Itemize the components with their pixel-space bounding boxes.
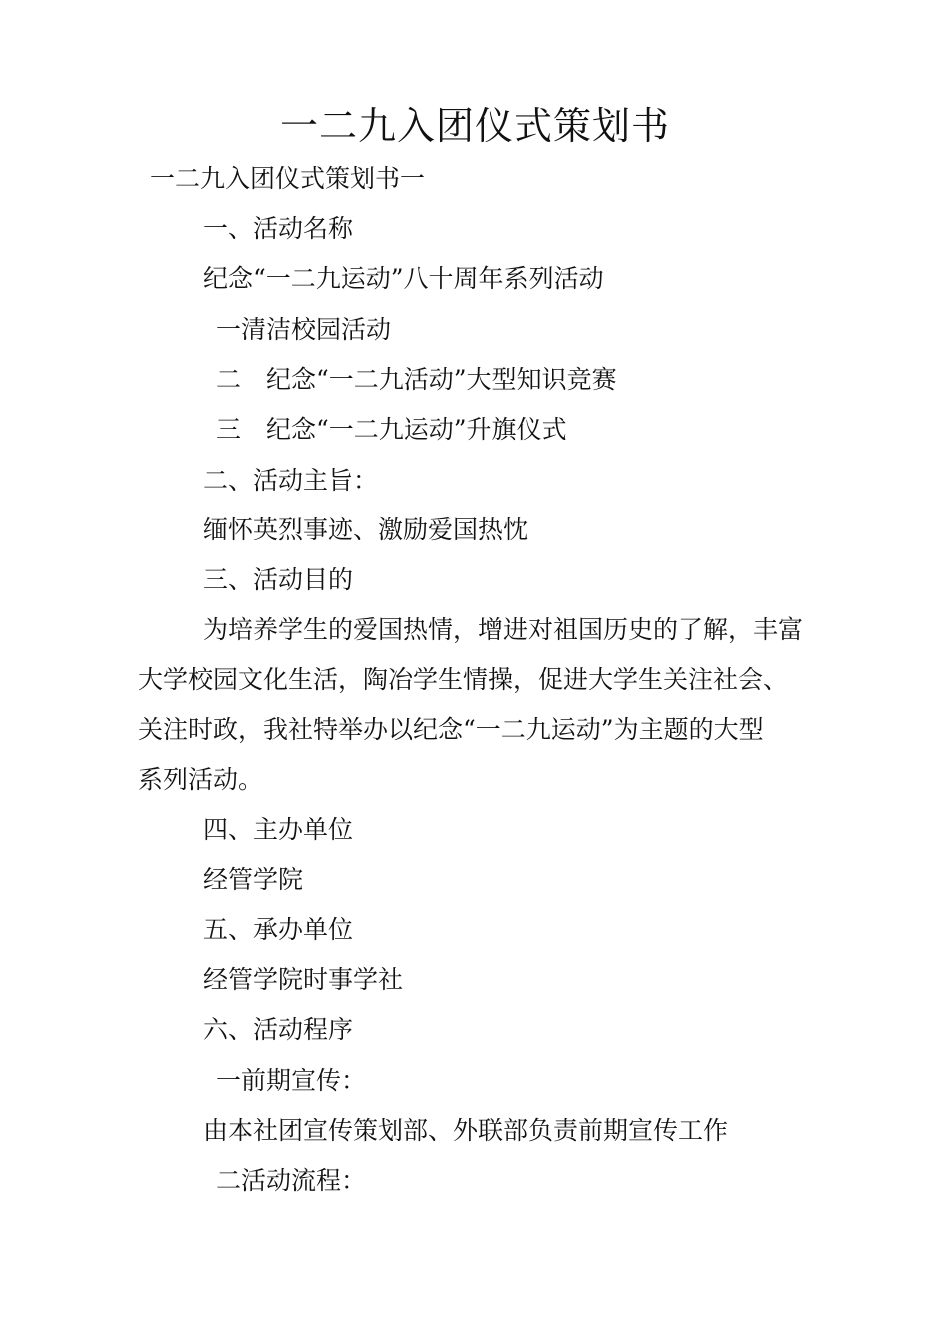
- purpose-paragraph-line-4: 系列活动。: [138, 765, 264, 794]
- purpose-paragraph-line-3: 关注时政，我社特举办以纪念“一二九运动”为主题的大型: [138, 715, 764, 744]
- procedure-item-flow: 二活动流程：: [216, 1166, 367, 1195]
- document-title: 一二九入团仪式策划书: [279, 104, 670, 148]
- procedure-item-publicity: 一前期宣传：: [216, 1066, 367, 1095]
- activity-series-name: 纪念“一二九运动”八十周年系列活动: [203, 264, 604, 293]
- purpose-paragraph-line-2: 大学校园文化生活，陶冶学生情操，促进大学生关注社会、: [138, 665, 789, 694]
- organizer-text: 经管学院: [203, 865, 304, 894]
- publicity-text: 由本社团宣传策划部、外联部负责前期宣传工作: [203, 1116, 729, 1145]
- purpose-paragraph-line-1: 为培养学生的爱国热情，增进对祖国历史的了解，丰富: [203, 615, 804, 644]
- activity-item-3: 三 纪念“一二九运动”升旗仪式: [216, 415, 567, 444]
- section-heading-activity-purpose: 三、活动目的: [203, 565, 354, 594]
- section-heading-co-organizer: 五、承办单位: [203, 915, 354, 944]
- activity-item-2: 二 纪念“一二九活动”大型知识竞赛: [216, 365, 617, 394]
- activity-theme-text: 缅怀英烈事迹、激励爱国热忱: [203, 515, 529, 544]
- document-subtitle: 一二九入团仪式策划书一: [150, 164, 426, 193]
- section-heading-organizer: 四、主办单位: [203, 815, 354, 844]
- section-heading-activity-name: 一、活动名称: [203, 214, 354, 243]
- section-heading-activity-theme: 二、活动主旨：: [203, 466, 379, 495]
- co-organizer-text: 经管学院时事学社: [203, 965, 404, 994]
- section-heading-procedure: 六、活动程序: [203, 1015, 354, 1044]
- activity-item-1: 一清洁校园活动: [216, 315, 392, 344]
